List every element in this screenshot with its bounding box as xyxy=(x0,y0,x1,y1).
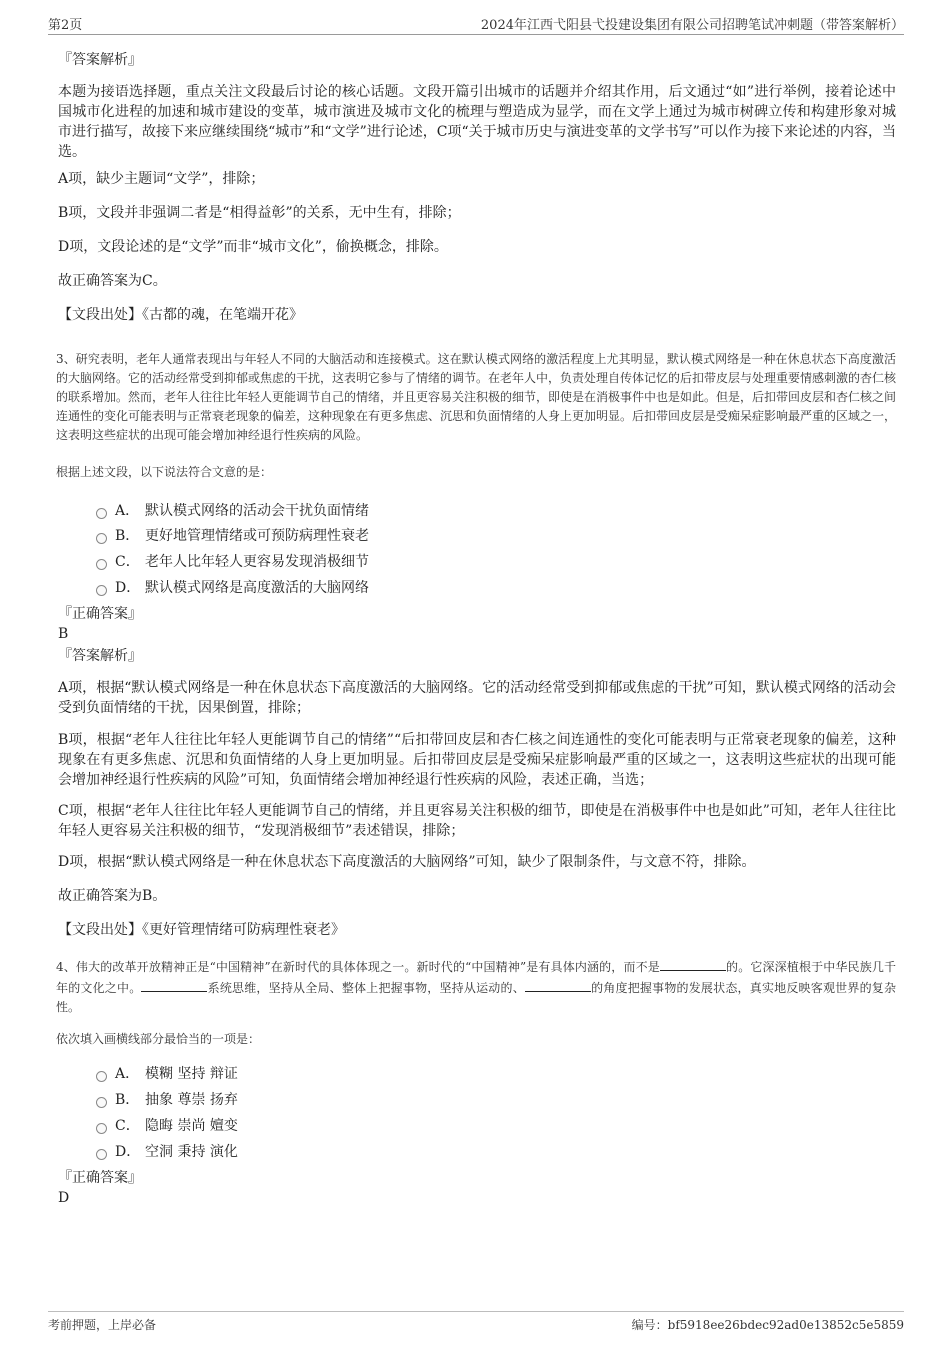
option-b[interactable]: B． 抽象 尊崇 扬弃 xyxy=(96,1090,238,1110)
option-d[interactable]: D． 默认模式网络是高度激活的大脑网络 xyxy=(96,578,369,598)
analysis-option-a: A项，根据“默认模式网络是一种在休息状态下高度激活的大脑网络。它的活动经常受到抑郁或焦虑的干扰”可知，默认模式网络的活动会受到负面情绪的干扰，因果倒置，排除； xyxy=(58,680,896,716)
radio-icon[interactable] xyxy=(96,585,107,596)
radio-icon[interactable] xyxy=(96,1097,107,1108)
analysis-option-b: B项，文段并非强调二者是“相得益彰”的关系，无中生有，排除； xyxy=(58,205,461,221)
radio-icon[interactable] xyxy=(96,508,107,519)
option-a[interactable]: A． 默认模式网络的活动会干扰负面情绪 xyxy=(96,501,369,521)
analysis-option-c: C项，根据“老年人往往比年轻人更能调节自己的情绪，并且更容易关注积极的细节，即使是在消极事件中也是如此”可知，老年人往往比年轻人更容易关注积极的细节，“发现消极细节”表述错误，排除； xyxy=(58,803,896,839)
question-3-prompt: 根据上述文段，以下说法符合文意的是： xyxy=(56,465,273,479)
page-number: 第2页 xyxy=(48,18,83,33)
question-4-stem: 4、伟大的改革开放精神正是“中国精神”在新时代的具体体现之一。新时代的“中国精神”是有具体内涵的，而不是 的。它深深植根于中华民族几千年的文化之中。 系统思维，坚持从全局、整体上把握事物，坚持从运动的、 的角度把握事物的发展状态，真实地反映客观世界的复杂性。 xyxy=(56,956,896,1017)
document-id: 编号：bf5918ee26bdec92ad0e13852c5e5859 xyxy=(631,1318,904,1332)
option-c[interactable]: C． 老年人比年轻人更容易发现消极细节 xyxy=(96,552,369,572)
answer-label: 『正确答案』 xyxy=(58,606,142,622)
radio-icon[interactable] xyxy=(96,533,107,544)
page-footer xyxy=(48,1311,904,1336)
blank-line xyxy=(141,977,207,992)
analysis-option-d: D项，根据“默认模式网络是一种在休息状态下高度激活的大脑网络”可知，缺少了限制条件，与文意不符，排除。 xyxy=(58,854,756,870)
option-d[interactable]: D． 空洞 秉持 演化 xyxy=(96,1142,238,1162)
radio-icon[interactable] xyxy=(96,1071,107,1082)
source: 【文段出处】《古都的魂，在笔端开花》 xyxy=(58,307,303,323)
blank-line xyxy=(525,977,591,992)
source: 【文段出处】《更好管理情绪可防病理性衰老》 xyxy=(58,922,345,938)
option-a[interactable]: A． 模糊 坚持 辩证 xyxy=(96,1064,238,1084)
radio-icon[interactable] xyxy=(96,559,107,570)
conclusion: 故正确答案为C。 xyxy=(58,273,167,289)
analysis-label: 『答案解析』 xyxy=(58,648,142,664)
footer-slogan: 考前押题，上岸必备 xyxy=(48,1318,157,1332)
analysis-label: 『答案解析』 xyxy=(58,52,142,68)
page-header xyxy=(48,14,904,35)
option-b[interactable]: B． 更好地管理情绪或可预防病理性衰老 xyxy=(96,526,369,546)
document-title: 2024年江西弋阳县弋投建设集团有限公司招聘笔试冲刺题（带答案解析） xyxy=(480,18,904,33)
blank-line xyxy=(660,956,726,971)
analysis-option-b: B项，根据“老年人往往比年轻人更能调节自己的情绪”“后扣带回皮层和杏仁核之间连通性的变化可能表明与正常衰老现象的偏差，这种现象在有更多焦虑、沉思和负面情绪的人身上更加明显。后扣带回皮层是受痴呆症影响最严重的区域之一，这表明这些症状的出现可能会增加神经退行性疾病的风险”可知，负面情绪会增加神经退行性疾病的风险，表述正确，当选； xyxy=(58,732,896,788)
analysis-option-d: D项，文段论述的是“文学”而非“城市文化”，偷换概念，排除。 xyxy=(58,239,448,255)
analysis-option-a: A项，缺少主题词“文学”，排除； xyxy=(58,171,265,187)
question-3-stem: 3、研究表明，老年人通常表现出与年轻人不同的大脑活动和连接模式。这在默认模式网络的激活程度上尤其明显，默认模式网络是一种在休息状态下高度激活的大脑网络。它的活动经常受到抑郁或焦虑的干扰，这表明它参与了情绪的调节。在老年人中，负责处理自传体记忆的后扣带皮层与处理重要情感刺激的杏仁核的联系增加。然而，老年人往往比年轻人更能调节自己的情绪，并且更容易关注积极的细节，即使是在消极事件中也是如此。但是，后扣带回皮层和杏仁核之间连通性的变化可能表明与正常衰老现象的偏差，这种现象在有更多焦虑、沉思和负面情绪的人身上更加明显。后扣带回皮层是受痴呆症影响最严重的区域之一，这表明这些症状的出现可能会增加神经退行性疾病的风险。 xyxy=(56,352,897,442)
answer-value: D xyxy=(58,1190,70,1206)
question-4-prompt: 依次填入画横线部分最恰当的一项是： xyxy=(56,1032,261,1046)
answer-value: B xyxy=(58,626,69,642)
conclusion: 故正确答案为B。 xyxy=(58,888,167,904)
radio-icon[interactable] xyxy=(96,1123,107,1134)
answer-label: 『正确答案』 xyxy=(58,1170,142,1186)
radio-icon[interactable] xyxy=(96,1149,107,1160)
analysis-text: 本题为接语选择题，重点关注文段最后讨论的核心话题。文段开篇引出城市的话题并介绍其作用，后文通过“如”进行举例，接着论述中国城市化进程的加速和城市建设的变革，城市演进及城市文化的梳理与塑造成为显学，而在文学上通过为城市树碑立传和构建形象对城市进行描写，故接下来应继续围绕“城市”和“文学”进行论述，C项“关于城市历史与演进变革的文学书写”可以作为接下来论述的内容，当选。 xyxy=(58,84,896,160)
option-c[interactable]: C． 隐晦 崇尚 嬗变 xyxy=(96,1116,238,1136)
